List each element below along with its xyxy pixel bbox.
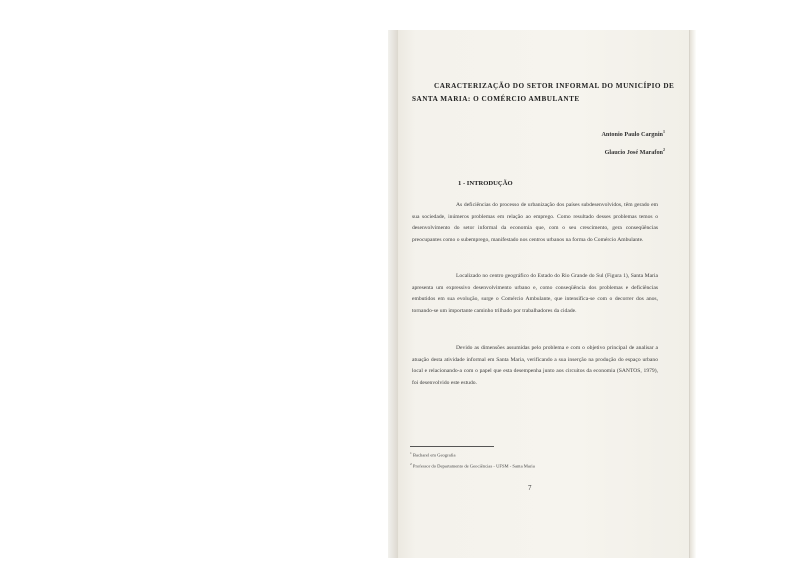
page-number: 7	[528, 484, 532, 492]
footnote-mark: 2	[410, 461, 412, 466]
footnote-mark: 1	[663, 129, 665, 134]
footnote-text: Professor do Departamento de Geociências - UFSM - Santa Maria	[412, 463, 535, 469]
paragraph-3: Devido as dimensões assumidas pelo problema e com o objetivo principal de analisar a atuação desta atividade informal em Santa Maria, verificando a sua inserção na produção do espaço urbano local e relacionando-a com o papel que esta desempenha junto aos circuitos da economia (SANTOS, 1979), foi desenvolvido este estudo.	[412, 345, 658, 386]
section-heading: 1 - INTRODUÇÃO	[458, 180, 513, 187]
footnote-mark: 1	[410, 451, 412, 455]
footnotes	[410, 449, 610, 470]
footnote-1	[410, 449, 610, 460]
page-edge	[690, 30, 696, 558]
title-line-1: CARACTERIZAÇÃO DO SETOR INFORMAL DO MUNICÍPIO DE	[434, 82, 675, 90]
author-name: Antonio Paulo Cargnin	[601, 131, 663, 139]
footnote-divider	[410, 446, 494, 447]
title-line-2: SANTA MARIA: O COMÉRCIO AMBULANTE	[412, 95, 580, 103]
footnote-text: Bacharel em Geografia	[412, 452, 456, 458]
paragraph-1: As deficiências do processo de urbanização dos países subdesenvolvidos, têm gerado em sua sociedade, inúmeros problemas em relação ao emprego. Como resultado desses problemas temos o desenvolvimento do setor informal da economia que, com o seu crescimento, gera conseqüências preocupantes como o subemprego, manifestado nos centros urbanos na forma do Comércio Ambulante.	[412, 202, 658, 243]
author-1	[601, 124, 665, 142]
author-name: Glaucio José Marafon	[604, 149, 663, 157]
author-list	[601, 124, 665, 160]
book-spine	[388, 30, 398, 558]
footnote-2	[410, 460, 610, 471]
document-title	[412, 80, 675, 106]
author-2	[601, 142, 665, 160]
footnote-mark: 2	[663, 147, 665, 153]
paragraph-2: Localizado no centro geográfico do Estado do Rio Grande do Sul (Figura 1), Santa Maria apresenta um expressivo desenvolvimento urbano e, como conseqüência dos problemas e deficiências embutidos em sua evolução, surge o Comércio Ambulante, que intensifica-se com o decorrer dos anos, tornando-se um importante caminho trilhado por trabalhadores da cidade.	[412, 273, 658, 314]
